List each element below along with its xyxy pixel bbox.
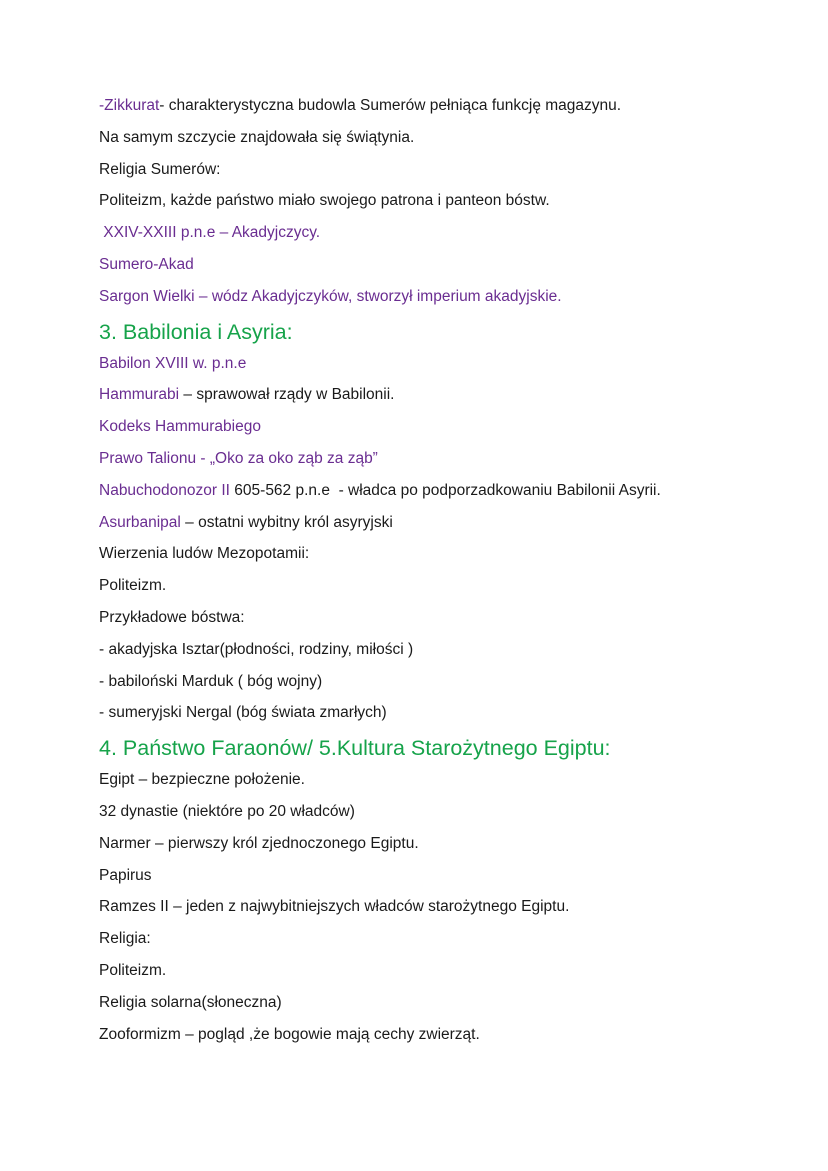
term-ashurbanipal: Asurbanipal [99, 513, 181, 531]
term-hammurabi: Hammurabi [99, 386, 180, 404]
text-line-narmer: Narmer – pierwszy król zjednoczonego Egiptu. [99, 834, 419, 852]
definition-zikkurat: - charakterystyczna budowla Sumerów pełniąca funkcję magazynu. [159, 97, 622, 114]
text-line-ashurbanipal [99, 513, 799, 533]
definition-nebuchadnezzar: 605-562 p.n.e - władca po podporzadkowaniu Babilonii Asyrii. [229, 481, 661, 499]
term-zikkurat: -Zikkurat [99, 97, 160, 114]
text-line-nergal: - sumeryjski Nergal (bóg świata zmarłych) [99, 704, 387, 722]
document-page [99, 96, 799, 1056]
text-line-beliefs: Wierzenia ludów Mezopotamii: [99, 545, 310, 563]
text-line-akkadians: XXIV-XXIII p.n.e – Akadyjczycy. [99, 224, 321, 242]
text-line-ramses: Ramzes II – jeden z najwybitniejszych władców starożytnego Egiptu. [99, 898, 570, 916]
heading-egypt: 4. Państwo Faraonów/ 5.Kultura Starożytnego Egiptu: [99, 736, 611, 761]
text-line-papyrus: Papirus [99, 866, 152, 884]
definition-hammurabi: – sprawował rządy w Babilonii. [179, 386, 395, 404]
text-line-temple: Na samym szczycie znajdowała się świątynia. [99, 128, 415, 146]
text-line-polytheism-2: Politeizm. [99, 577, 167, 595]
text-line-religion: Religia: [99, 930, 151, 948]
text-line-polytheism-3: Politeizm. [99, 961, 167, 979]
text-line-dynasties: 32 dynastie (niektóre po 20 władców) [99, 802, 355, 820]
text-line-solar-religion: Religia solarna(słoneczna) [99, 993, 282, 1011]
text-line-sumerian-religion: Religia Sumerów: [99, 160, 221, 178]
term-nebuchadnezzar: Nabuchodonozor II [99, 481, 230, 499]
text-line-babylon: Babilon XVIII w. p.n.e [99, 354, 247, 372]
text-line-sumero-akad: Sumero-Akad [99, 255, 194, 273]
text-line-marduk: - babiloński Marduk ( bóg wojny) [99, 672, 323, 690]
text-line-nebuchadnezzar [99, 481, 799, 501]
text-line-egypt-location: Egipt – bezpieczne położenie. [99, 771, 305, 789]
text-line-zikkurat [99, 96, 799, 116]
text-line-hammurabi [99, 385, 799, 405]
text-line-talion: Prawo Talionu - „Oko za oko ząb za ząb” [99, 449, 378, 467]
text-line-code: Kodeks Hammurabiego [99, 418, 261, 436]
heading-babylonia-assyria: 3. Babilonia i Asyria: [99, 319, 293, 344]
text-line-example-deities: Przykładowe bóstwa: [99, 608, 245, 626]
definition-ashurbanipal: – ostatni wybitny król asyryjski [180, 513, 393, 531]
text-line-polytheism: Politeizm, każde państwo miało swojego patrona i panteon bóstw. [99, 192, 550, 210]
text-line-sargon: Sargon Wielki – wódz Akadyjczyków, stworzył imperium akadyjskie. [99, 287, 562, 305]
text-line-ishtar: - akadyjska Isztar(płodności, rodziny, miłości ) [99, 640, 414, 658]
text-line-zoomorphism: Zooformizm – pogląd ,że bogowie mają cechy zwierząt. [99, 1025, 480, 1043]
